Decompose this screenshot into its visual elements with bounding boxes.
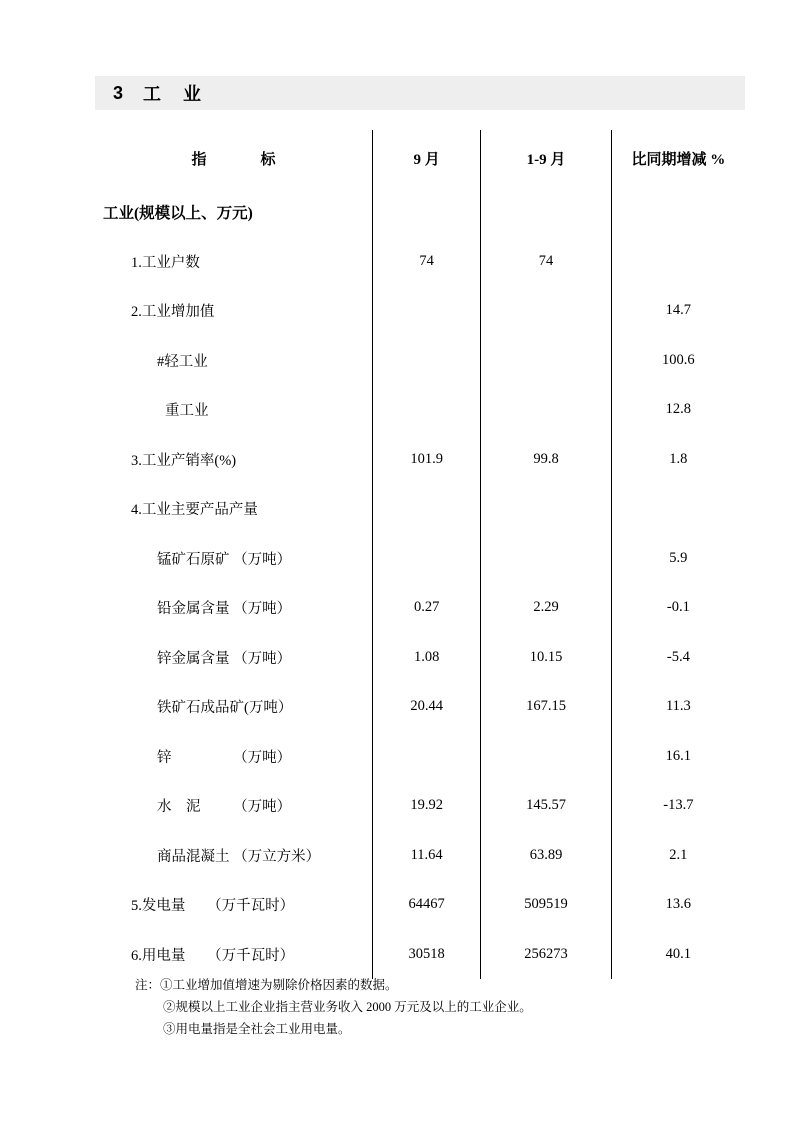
row-change: 100.6: [611, 336, 745, 386]
header-indicator-right: 标: [260, 152, 276, 168]
row-label: 1.工业户数: [131, 254, 200, 271]
row-cumulative: 256273: [481, 930, 611, 980]
table-row: [95, 930, 745, 980]
row-change: 12.8: [611, 385, 745, 435]
row-label: 2.工业增加值: [131, 304, 215, 321]
note-prefix: 注：: [135, 978, 161, 992]
row-change: [611, 187, 745, 237]
section-title-bar: [95, 76, 745, 110]
table-row: [95, 286, 745, 336]
table-body: [95, 130, 745, 979]
table-notes: [135, 975, 755, 1041]
row-cumulative: 509519: [481, 880, 611, 930]
row-cumulative: 10.15: [481, 633, 611, 683]
row-label: #轻工业: [157, 353, 208, 370]
table-header-row: [95, 130, 745, 187]
row-change: [611, 484, 745, 534]
row-month: [372, 385, 480, 435]
table-row: [95, 880, 745, 930]
row-change: 11.3: [611, 682, 745, 732]
row-cumulative: [481, 187, 611, 237]
row-month: [372, 286, 480, 336]
table-row: [95, 682, 745, 732]
row-label: 6.用电量 （万千瓦时）: [131, 947, 295, 964]
table-row: [95, 831, 745, 881]
row-month: [372, 534, 480, 584]
row-month: [372, 732, 480, 782]
row-label: 锌金属含量 （万吨）: [157, 650, 292, 667]
row-change: 5.9: [611, 534, 745, 584]
row-change: 2.1: [611, 831, 745, 881]
table-row: [95, 732, 745, 782]
row-change: 13.6: [611, 880, 745, 930]
page-title: 工 业: [143, 84, 204, 104]
table-row: [95, 781, 745, 831]
table-row: [95, 435, 745, 485]
header-month: 9 月: [372, 130, 480, 187]
row-month: 0.27: [372, 583, 480, 633]
row-cumulative: 99.8: [481, 435, 611, 485]
row-month: 30518: [372, 930, 480, 980]
row-label: 商品混凝土 （万立方米）: [157, 848, 321, 865]
table-row: [95, 633, 745, 683]
row-month: [372, 336, 480, 386]
header-cumulative: 1-9 月: [481, 130, 611, 187]
row-month: [372, 484, 480, 534]
row-cumulative: [481, 732, 611, 782]
row-label: 铁矿石成品矿(万吨）: [157, 700, 293, 717]
row-month: 19.92: [372, 781, 480, 831]
row-month: 64467: [372, 880, 480, 930]
table-row: [95, 187, 745, 237]
row-cumulative: [481, 534, 611, 584]
row-change: -0.1: [611, 583, 745, 633]
row-change: 40.1: [611, 930, 745, 980]
row-month: [372, 187, 480, 237]
row-month: 11.64: [372, 831, 480, 881]
table-row: [95, 583, 745, 633]
row-label: 5.发电量 （万千瓦时）: [131, 898, 295, 915]
row-cumulative: [481, 286, 611, 336]
row-label: 锰矿石原矿 （万吨）: [157, 551, 292, 568]
row-month: 101.9: [372, 435, 480, 485]
table-row: [95, 484, 745, 534]
industry-statistics-table: [95, 130, 745, 979]
row-cumulative: [481, 484, 611, 534]
row-label: 铅金属含量 （万吨）: [157, 601, 292, 618]
row-change: 1.8: [611, 435, 745, 485]
row-change: [611, 237, 745, 287]
row-cumulative: [481, 385, 611, 435]
note-line-3: ③用电量指是全社会工业用电量。: [163, 1021, 351, 1036]
row-label: 水 泥 （万吨）: [157, 799, 292, 816]
row-change: -13.7: [611, 781, 745, 831]
header-change: 比同期增减 %: [611, 130, 745, 187]
row-label: 工业(规模以上、万元): [103, 204, 253, 222]
row-label: 重工业: [165, 403, 209, 420]
table-row: [95, 385, 745, 435]
row-month: 20.44: [372, 682, 480, 732]
row-label: 3.工业产销率(%): [131, 452, 237, 469]
row-cumulative: 2.29: [481, 583, 611, 633]
row-change: 16.1: [611, 732, 745, 782]
table-row: [95, 237, 745, 287]
row-change: -5.4: [611, 633, 745, 683]
row-cumulative: 167.15: [481, 682, 611, 732]
row-cumulative: 74: [481, 237, 611, 287]
note-line-2: ②规模以上工业企业指主营业务收入 2000 万元及以上的工业企业。: [163, 999, 532, 1014]
row-cumulative: 145.57: [481, 781, 611, 831]
row-month: 74: [372, 237, 480, 287]
row-cumulative: 63.89: [481, 831, 611, 881]
section-number: 3: [113, 82, 126, 103]
header-indicator-left: 指: [191, 152, 207, 168]
row-label: 锌 （万吨）: [157, 749, 292, 766]
row-cumulative: [481, 336, 611, 386]
row-month: 1.08: [372, 633, 480, 683]
note-line-1: [135, 975, 755, 997]
table-row: [95, 534, 745, 584]
note-text-1: ①工业增加值增速为剔除价格因素的数据。: [160, 978, 398, 992]
row-label: 4.工业主要产品产量: [131, 502, 258, 519]
table-row: [95, 336, 745, 386]
header-indicator: [95, 130, 372, 187]
row-change: 14.7: [611, 286, 745, 336]
